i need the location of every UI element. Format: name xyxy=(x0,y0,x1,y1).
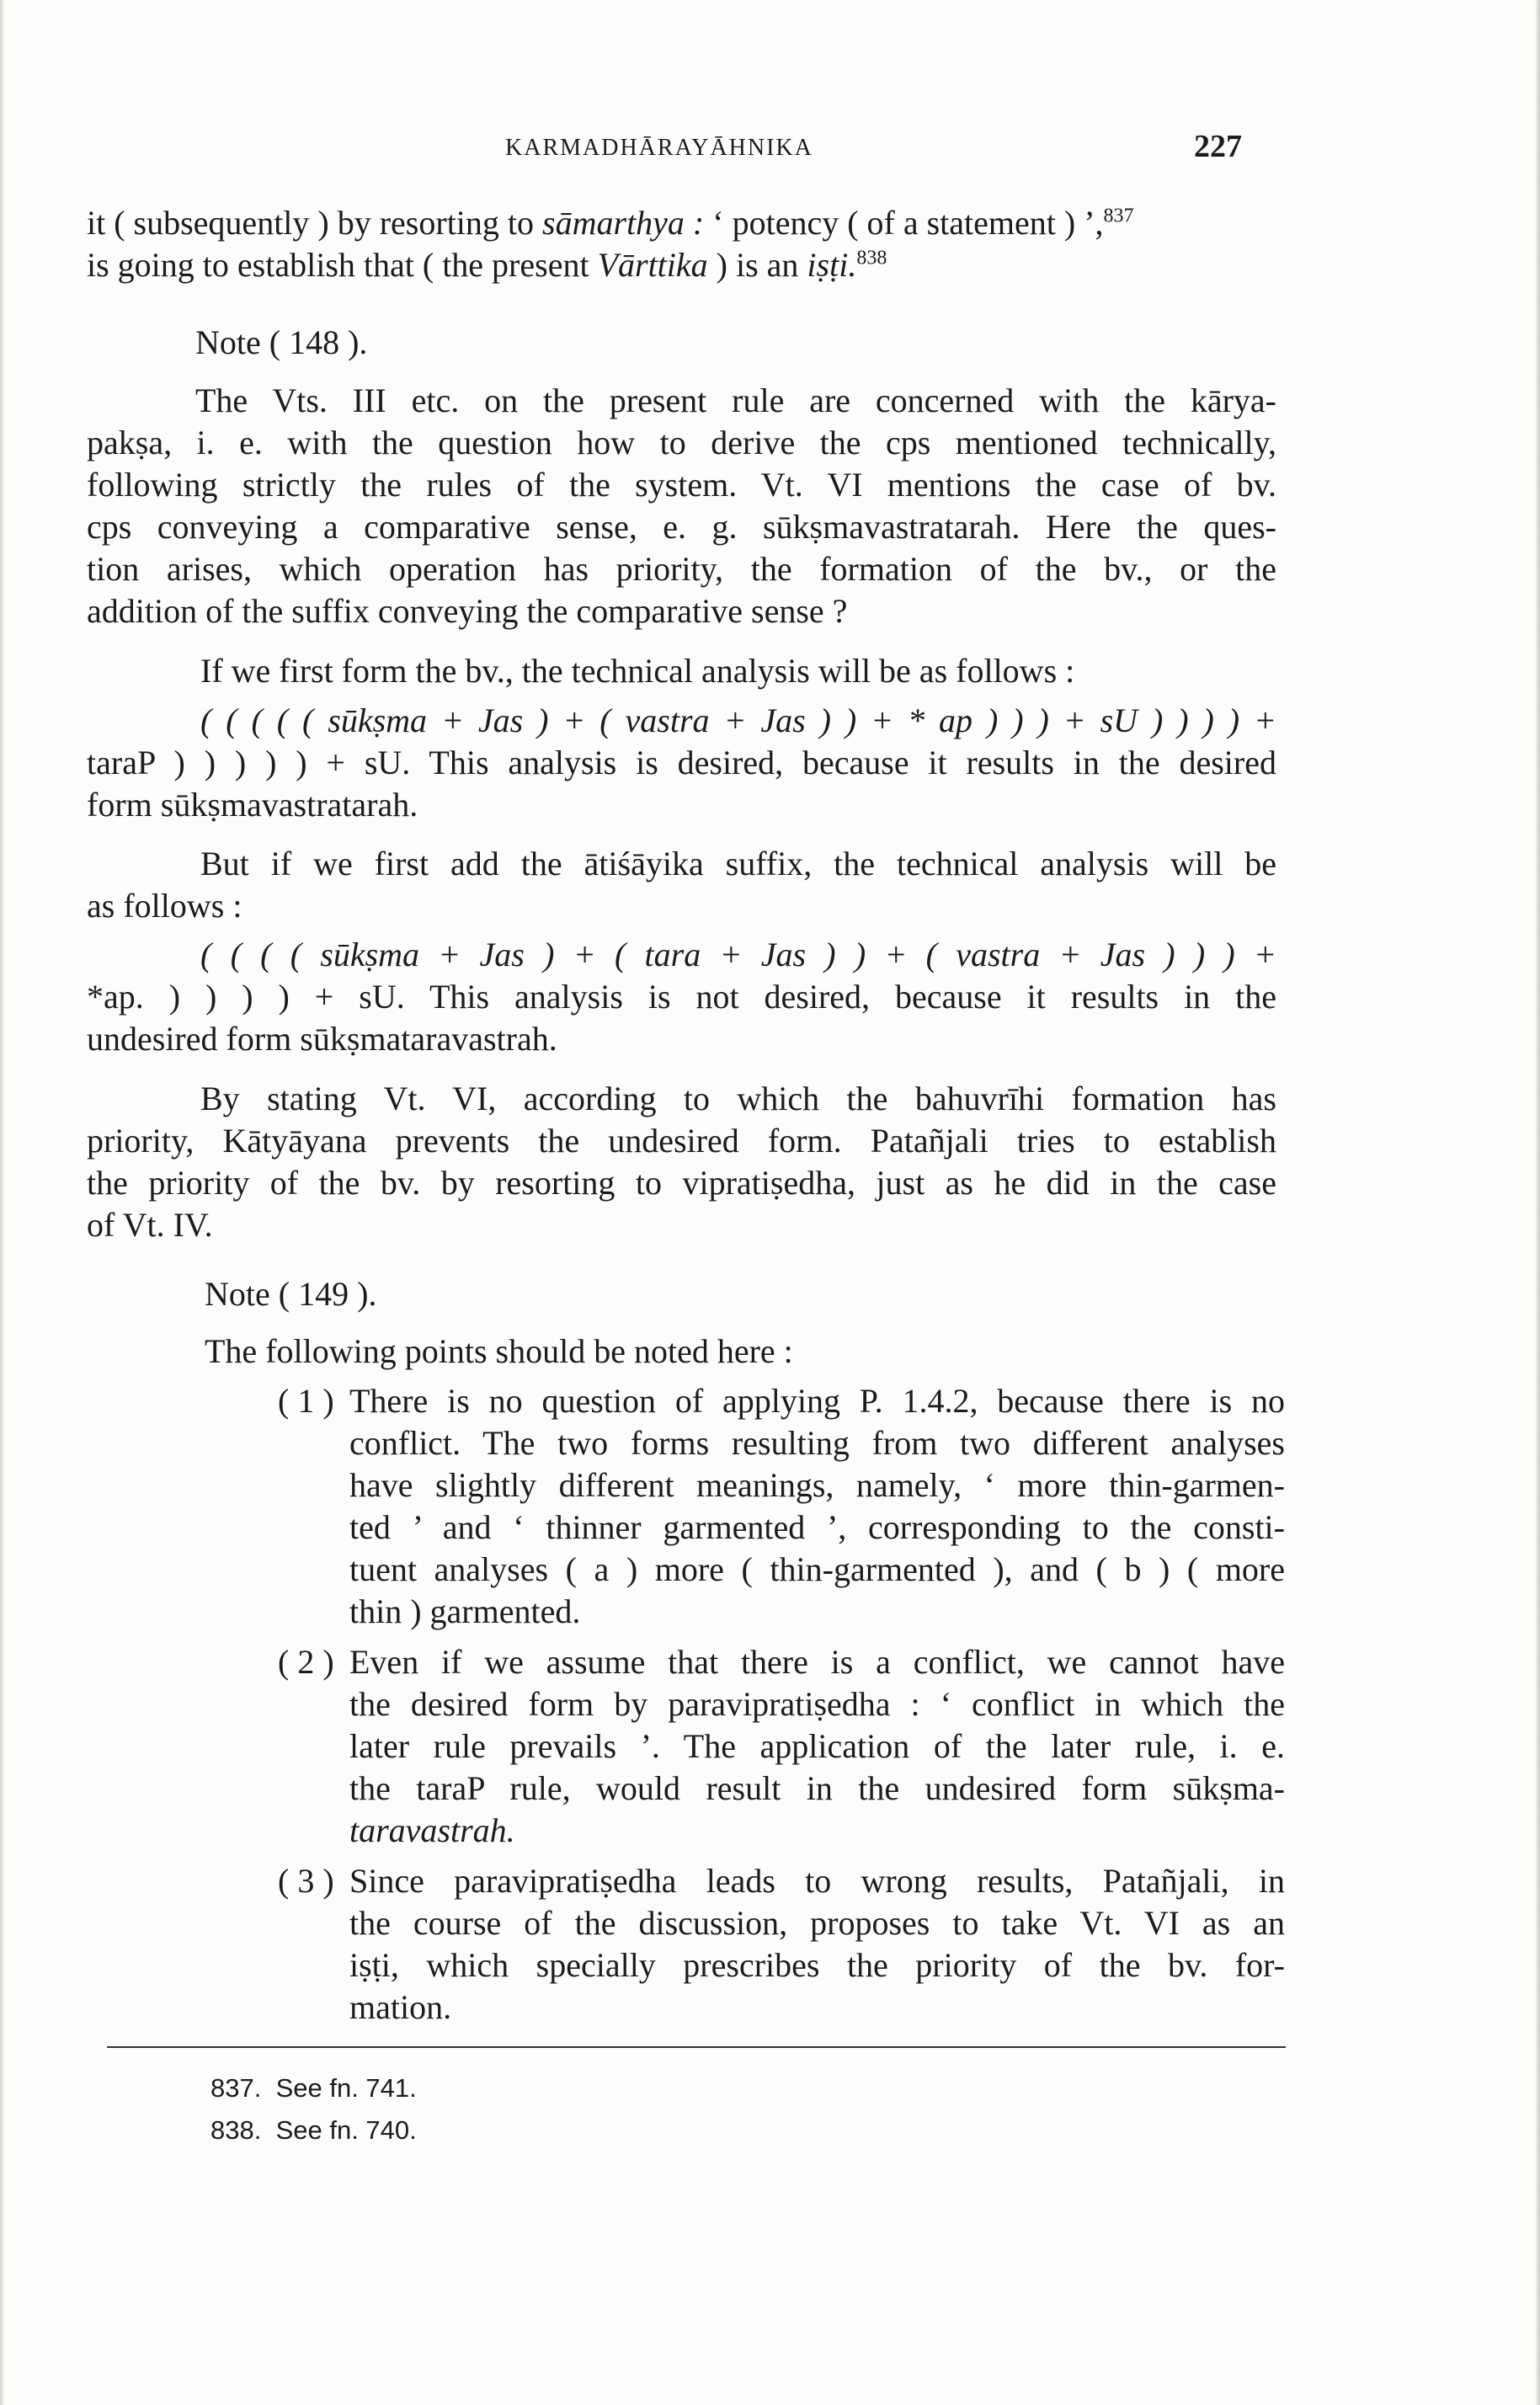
note148-p3-line: undesired form sūkṣmataravastrah. xyxy=(87,1020,557,1058)
point-2-line: taravastrah. xyxy=(349,1811,515,1849)
note148-p2-line: form sūkṣmavastratarah. xyxy=(87,786,418,824)
note148-p4-line: By stating Vt. VI, according to which the bahuvrīhi formation has xyxy=(200,1080,1276,1117)
note148-p4-line: the priority of the bv. by resorting to vipratiṣedha, just as he did in the case xyxy=(87,1164,1276,1202)
footnote-837: 837. See fn. 741. xyxy=(210,2073,417,2103)
scan-edge-left xyxy=(0,0,5,2405)
point-1-line: There is no question of applying P. 1.4.2, because there is no xyxy=(349,1382,1285,1420)
note148-p3-line: *ap. ) ) ) ) + sU. This analysis is not desired, because it results in the xyxy=(87,978,1276,1016)
analysis-formula-desired: ( ( ( ( ( sūkṣma + Jas ) + ( vastra + Jas ) ) + * ap ) ) ) + sU ) ) ) ) + xyxy=(200,701,1276,739)
point-3-line: iṣṭi, which specially prescribes the priority of the bv. for- xyxy=(349,1946,1285,1984)
note148-p1-line: pakṣa, i. e. with the question how to derive the cps mentioned technically, xyxy=(87,424,1276,461)
note148-p1-line: following strictly the rules of the system. Vt. VI mentions the case of bv. xyxy=(87,466,1276,504)
running-head: KARMADHĀRAYĀHNIKA xyxy=(505,135,813,161)
intro-line-1: it ( subsequently ) by resorting to sāmarthya : ‘ potency ( of a statement ) ’,$^{837}$ xyxy=(87,204,1134,242)
note148-p1-line: tion arises, which operation has priority, the formation of the bv., or the xyxy=(87,550,1276,588)
point-2-line: the taraP rule, would result in the undesired form sūkṣma- xyxy=(349,1769,1285,1807)
point-3-line: the course of the discussion, proposes to take Vt. VI as an xyxy=(349,1904,1285,1942)
point-1-line: tuent analyses ( a ) more ( thin-garmented ), and ( b ) ( more xyxy=(349,1550,1285,1588)
intro-line-2: is going to establish that ( the present Vārttika ) is an iṣṭi.$^{838}$ xyxy=(87,246,887,284)
note-148-heading: Note ( 148 ). xyxy=(195,323,368,361)
note-149-intro: The following points should be noted here : xyxy=(205,1332,793,1370)
page-number: 227 xyxy=(1194,129,1242,164)
point-2-line: Even if we assume that there is a conflict, we cannot have xyxy=(349,1643,1285,1681)
footnote-rule xyxy=(107,2046,1286,2048)
point-number: ( 2 ) xyxy=(278,1643,334,1681)
point-2-line: the desired form by paravipratiṣedha : ‘ conflict in which the xyxy=(349,1685,1285,1723)
point-number: ( 1 ) xyxy=(278,1382,334,1420)
scan-edge-right xyxy=(1535,0,1540,2405)
analysis-formula-undesired: ( ( ( ( sūkṣma + Jas ) + ( tara + Jas ) ) + ( vastra + Jas ) ) ) + xyxy=(200,936,1276,973)
point-2-line: later rule prevails ’. The application of the later rule, i. e. xyxy=(349,1727,1285,1765)
note148-p1-line: cps conveying a comparative sense, e. g. sūkṣmavastratarah. Here the ques- xyxy=(87,508,1276,546)
point-3-line: mation. xyxy=(349,1988,452,2026)
point-number: ( 3 ) xyxy=(278,1862,334,1900)
point-1-line: have slightly different meanings, namely, ‘ more thin-garmen- xyxy=(349,1466,1285,1504)
note148-p4-line: of Vt. IV. xyxy=(87,1206,213,1244)
point-3-line: Since paravipratiṣedha leads to wrong results, Patañjali, in xyxy=(349,1862,1285,1900)
note-149-heading: Note ( 149 ). xyxy=(205,1275,377,1313)
point-1-line: thin ) garmented. xyxy=(349,1592,581,1630)
note148-p1-line: addition of the suffix conveying the comparative sense ? xyxy=(87,592,848,630)
note148-p2-line: taraP ) ) ) ) ) + sU. This analysis is desired, because it results in the desired xyxy=(87,744,1276,781)
point-1-line: conflict. The two forms resulting from two different analyses xyxy=(349,1424,1285,1462)
note148-p1-line: The Vts. III etc. on the present rule are concerned with the kārya- xyxy=(195,381,1276,419)
note148-p3-line: as follows : xyxy=(87,887,242,925)
point-1-line: ted ’ and ‘ thinner garmented ’, corresponding to the consti- xyxy=(349,1508,1285,1546)
note148-p4-line: priority, Kātyāyana prevents the undesired form. Patañjali tries to establish xyxy=(87,1122,1276,1160)
note148-p3-line: But if we first add the ātiśāyika suffix, the technical analysis will be xyxy=(200,845,1276,883)
footnote-838: 838. See fn. 740. xyxy=(210,2115,417,2145)
note148-p2-line: If we first form the bv., the technical analysis will be as follows : xyxy=(200,652,1075,690)
